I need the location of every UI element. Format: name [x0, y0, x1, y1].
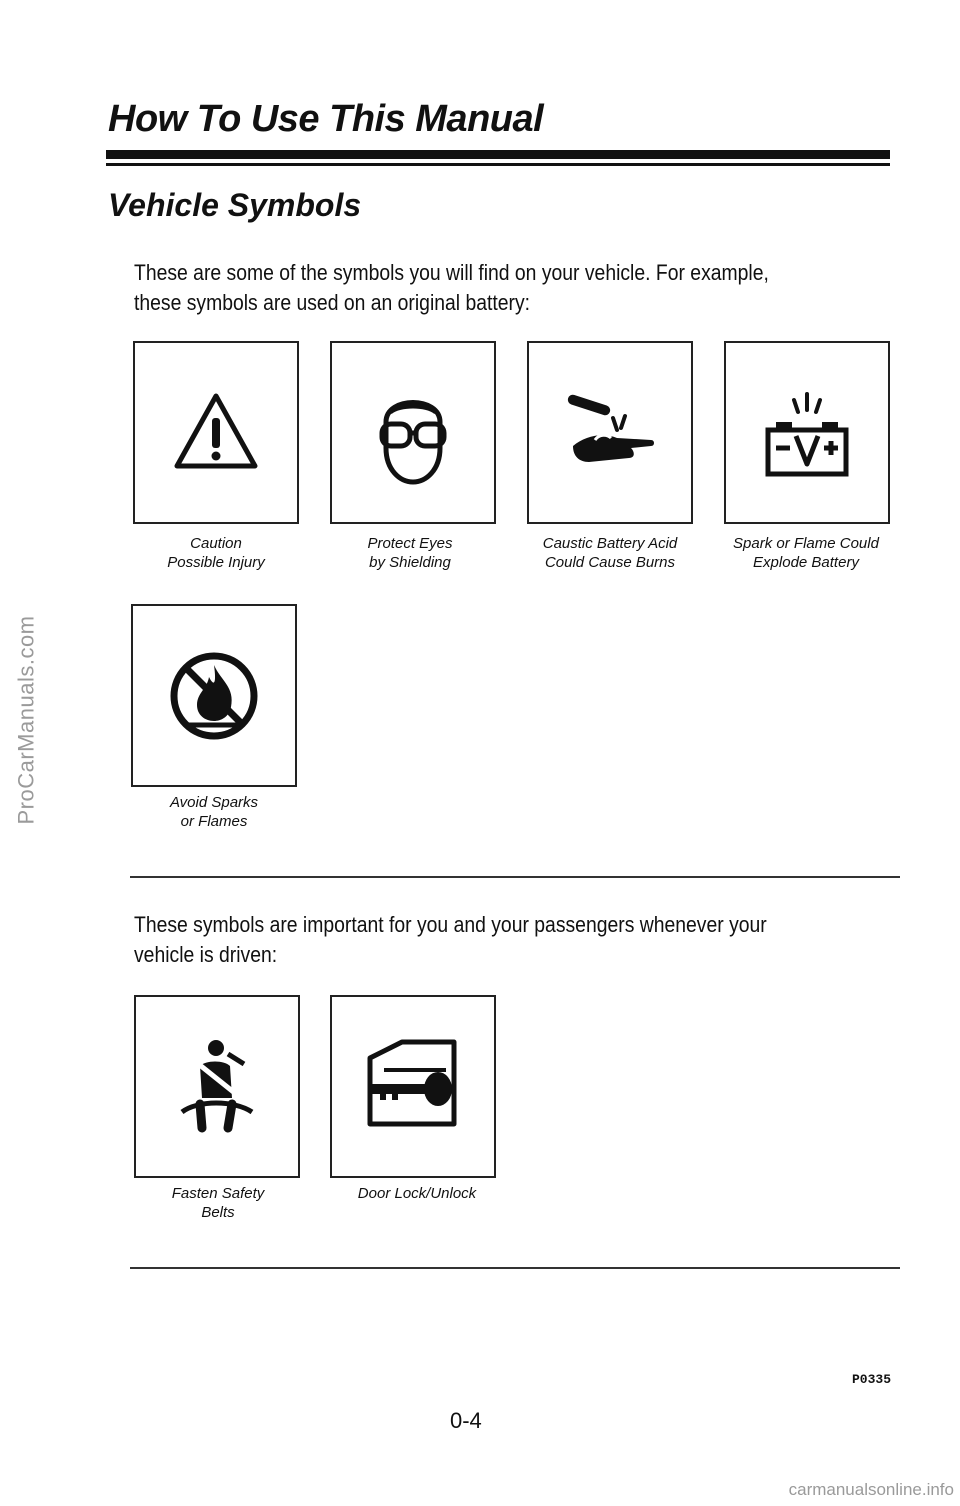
door-lock-caption: Door Lock/Unlock — [357, 1185, 477, 1202]
caution-triangle-icon — [161, 378, 271, 488]
no-flame-icon — [159, 641, 269, 751]
protect-eyes-tile — [330, 341, 496, 524]
goggles-face-icon — [358, 378, 468, 488]
avoid-sparks-caption: Avoid Sparks or Flames — [169, 794, 259, 830]
door-lock-tile — [330, 995, 496, 1178]
section-divider-1 — [130, 876, 900, 878]
avoid-sparks-tile — [131, 604, 297, 787]
driving-paragraph: These symbols are important for you and your passengers whenever your vehicle is driven: — [134, 912, 767, 967]
caution-caption: Caution Possible Injury — [167, 535, 265, 571]
seatbelt-tile — [134, 995, 300, 1178]
side-watermark — [6, 510, 46, 930]
caustic-acid-caption: Caustic Battery Acid Could Cause Burns — [542, 535, 678, 571]
figure-code: P0335 — [852, 1372, 892, 1387]
spark-battery-tile — [724, 341, 890, 524]
caution-tile — [133, 341, 299, 524]
caustic-acid-tile — [527, 341, 693, 524]
section-title: Vehicle Symbols — [108, 187, 362, 223]
page-number: 0-4 — [450, 1408, 482, 1433]
seatbelt-caption: Fasten Safety Belts — [171, 1185, 265, 1221]
spark-battery-caption: Spark or Flame Could Explode Battery — [733, 535, 879, 571]
header-rule-thick — [106, 150, 890, 159]
page-header-title: How To Use This Manual — [108, 98, 544, 140]
side-watermark-text: ProCarManuals.com — [13, 615, 39, 825]
seatbelt-icon — [162, 1032, 272, 1142]
section-divider-2 — [130, 1267, 900, 1269]
door-lock-key-icon — [358, 1032, 468, 1142]
acid-hand-icon — [555, 378, 665, 488]
header-rule-thin — [106, 163, 890, 166]
footer-watermark: carmanualsonline.info — [788, 1480, 954, 1499]
intro-paragraph: These are some of the symbols you will find on your vehicle. For example, these symbols are used on an original battery: — [134, 260, 769, 315]
protect-eyes-caption: Protect Eyes by Shielding — [367, 535, 453, 571]
battery-spark-icon — [752, 378, 862, 488]
